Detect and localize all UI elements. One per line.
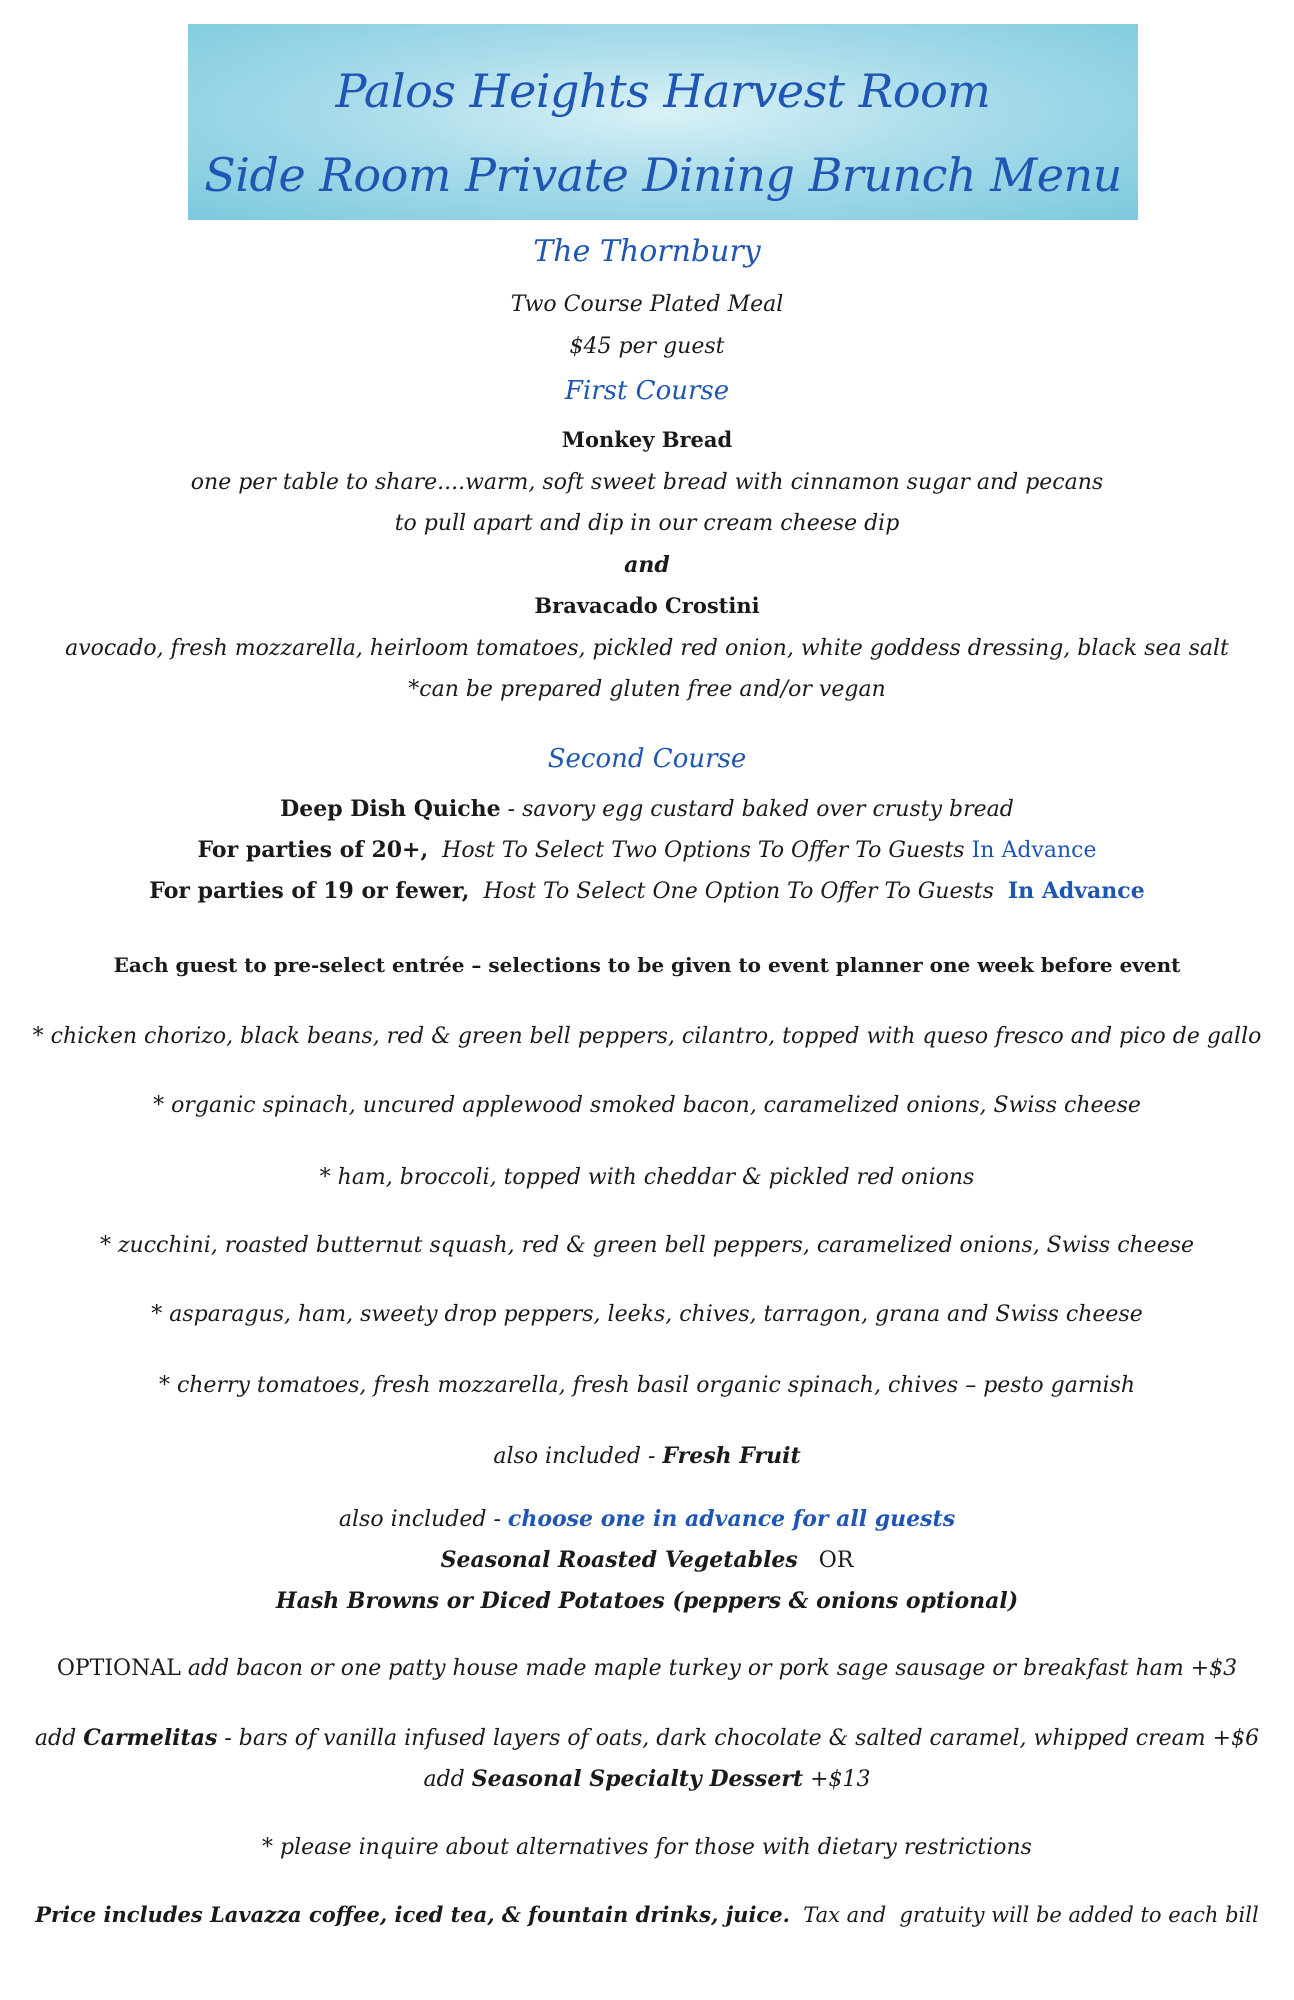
dessert-price: +$13 [803,1767,871,1792]
preselect-instruction: Each guest to pre-select entrée – selections to be given to event planner one week before event [113,953,1181,977]
crostini-note: *can be prepared gluten free and/or vegan [408,677,886,702]
monkey-bread-desc-1: one per table to share....warm, soft sweet bread with cinnamon sugar and pecans [190,470,1104,495]
carmelitas-text: - bars of vanilla infused layers of oats, dark chocolate & salted caramel, whipped cream +$6 [217,1726,1260,1751]
side-option-potatoes: Hash Browns or Diced Potatoes (peppers & onions optional) [275,1588,1019,1614]
large-party-advance: In Advance [971,838,1097,863]
title-banner [188,24,1138,220]
dietary-note: * please inquire about alternatives for those with dietary restrictions [262,1835,1032,1860]
included-fruit-name: Fresh Fruit [662,1443,801,1469]
monkey-bread-desc-2: to pull apart and dip in our cream cheese dip [394,511,900,536]
quiche-line [0,796,1294,822]
small-party-rule [0,878,1294,904]
small-party-advance: In Advance [1007,878,1145,904]
monkey-bread-name: Monkey Bread [561,427,733,452]
quiche-option-2: * organic spinach, uncured applewood smoked bacon, caramelized onions, Swiss cheese [153,1093,1141,1118]
quiche-option-6: * cherry tomatoes, fresh mozzarella, fresh basil organic spinach, chives – pesto garnish [158,1373,1136,1398]
quiche-option-1: * chicken chorizo, black beans, red & green bell peppers, cilantro, topped with queso fresco and pico de gallo [32,1024,1262,1049]
price-includes-line [0,1902,1294,1927]
package-price: $45 per guest [569,334,725,359]
included-side-prefix: also included - [338,1507,508,1532]
optional-addon [0,1656,1294,1681]
optional-label: OPTIONAL [56,1656,181,1681]
large-party-rule [0,837,1294,863]
optional-text: add bacon or one patty house made maple turkey or pork sage sausage or breakfast ham +$3 [180,1656,1238,1681]
included-side [0,1506,1294,1532]
side-option-vegetables [0,1547,1294,1573]
quiche-option-5: * asparagus, ham, sweety drop peppers, leeks, chives, tarragon, grana and Swiss cheese [151,1302,1143,1327]
side-option-1: Seasonal Roasted Vegetables [440,1547,798,1573]
and-joiner: and [624,552,670,578]
quiche-option-4: * zucchini, roasted butternut squash, red & green bell peppers, caramelized onions, Swiss cheese [99,1233,1195,1258]
second-course-heading: Second Course [547,744,747,774]
dessert-prefix: add [423,1767,472,1792]
restaurant-title: Palos Heights Harvest Room [335,64,991,118]
large-party-label: For parties of 20+, [197,837,429,863]
carmelitas-prefix: add [34,1726,84,1751]
large-party-text: Host To Select Two Options To Offer To Guests [428,838,972,863]
package-description: Two Course Plated Meal [510,292,784,317]
included-side-instruction: choose one in advance for all guests [507,1506,956,1532]
first-course-heading: First Course [564,376,730,406]
small-party-label: For parties of 19 or fewer, [149,878,470,904]
menu-title: Side Room Private Dining Brunch Menu [204,148,1122,202]
crostini-desc: avocado, fresh mozzarella, heirloom tomatoes, pickled red onion, white goddess dressing, black sea salt [65,636,1229,661]
dessert-addon [0,1766,1294,1792]
crostini-name: Bravacado Crostini [534,593,760,618]
quiche-option-3: * ham, broccoli, topped with cheddar & pickled red onions [319,1165,975,1190]
quiche-desc: - savory egg custard baked over crusty bread [500,797,1014,822]
included-fruit-prefix: also included - [493,1444,663,1469]
small-party-text: Host To Select One Option To Offer To Guests [469,879,1008,904]
package-name: The Thornbury [533,234,761,269]
tax-gratuity-note: Tax and gratuity will be added to each bill [789,1903,1259,1927]
carmelitas-name: Carmelitas [83,1725,218,1751]
dessert-name: Seasonal Specialty Dessert [471,1766,804,1792]
price-includes: Price includes Lavazza coffee, iced tea, & fountain drinks, juice. [35,1902,790,1927]
included-fruit [0,1443,1294,1469]
carmelitas-addon [0,1725,1294,1751]
quiche-name: Deep Dish Quiche [280,796,501,822]
side-or: OR [797,1548,854,1573]
